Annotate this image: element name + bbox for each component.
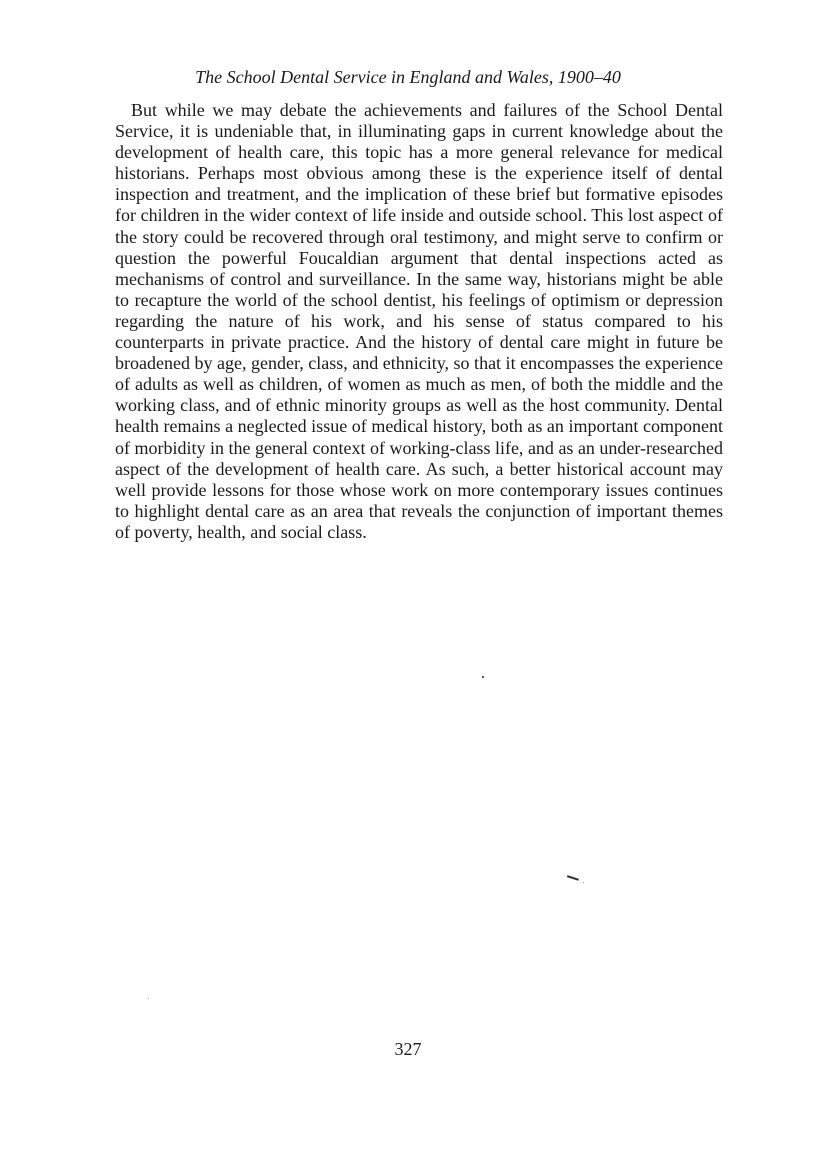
scan-mark xyxy=(567,875,579,880)
scan-speck xyxy=(148,998,149,999)
running-head: The School Dental Service in England and Wales, 1900–40 xyxy=(195,67,621,87)
page-number: 327 xyxy=(394,1039,422,1059)
scan-speck xyxy=(583,882,584,883)
body-paragraph: But while we may debate the achievements and failures of the School Dental Service, it is undeniable that, in illuminating gaps in current knowledge about the development of health care, this topic has a more general relevance for medical historians. Perhaps most obvious among these is the experience itself of dental inspection and treatment, and the implication of these brief but formative episodes for children in the wider context of life inside and outside school. This lost aspect of the story could be recovered through oral testimony, and might serve to confirm or question the powerful Foucaldian argument that dental inspections acted as mechanisms of control and surveillance. In the same way, historians might be able to recapture the world of the school dentist, his feelings of optimism or depression regarding the nature of his work, and his sense of status compared to his counterparts in private practice. And the history of dental care might in future be broadened by age, gender, class, and ethnicity, so that it encompasses the experience of adults as well as children, of women as much as men, of both the middle and the working class, and of ethnic minority groups as well as the host community. Dental health remains a neglected issue of medical history, both as an important component of morbidity in the general context of working-class life, and as an under-researched aspect of the development of health care. As such, a better historical account may well provide lessons for those whose work on more contemporary issues continues to highlight dental care as an area that reveals the conjunction of important themes of poverty, health, and social class. xyxy=(115,100,723,542)
scan-speck xyxy=(482,676,484,678)
